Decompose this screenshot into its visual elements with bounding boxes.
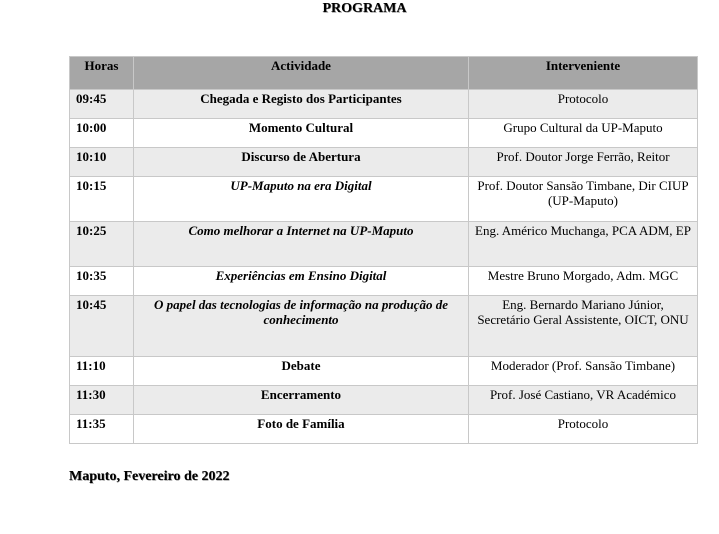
document-title: PROGRAMA bbox=[322, 1, 407, 16]
row-speaker: Protocolo bbox=[469, 90, 698, 119]
row-time: 10:15 bbox=[70, 177, 134, 222]
row-time: 10:00 bbox=[70, 119, 134, 148]
row-speaker: Grupo Cultural da UP-Maputo bbox=[469, 119, 698, 148]
row-speaker: Eng. Bernardo Mariano Júnior, Secretário Geral Assistente, OICT, ONU bbox=[469, 296, 698, 357]
row-activity: Chegada e Registo dos Participantes bbox=[134, 90, 469, 119]
table-row bbox=[70, 357, 698, 386]
row-activity: O papel das tecnologias de informação na produção de conhecimento bbox=[134, 296, 469, 357]
row-activity: Como melhorar a Internet na UP-Maputo bbox=[134, 222, 469, 267]
row-activity: Momento Cultural bbox=[134, 119, 469, 148]
row-time: 10:25 bbox=[70, 222, 134, 267]
document-footer: Maputo, Fevereiro de 2022 bbox=[69, 469, 230, 484]
row-time: 11:10 bbox=[70, 357, 134, 386]
row-activity: Discurso de Abertura bbox=[134, 148, 469, 177]
table-row bbox=[70, 90, 698, 119]
row-speaker: Prof. Doutor Sansão Timbane, Dir CIUP (UP-Maputo) bbox=[469, 177, 698, 222]
row-time: 10:45 bbox=[70, 296, 134, 357]
row-activity: Experiências em Ensino Digital bbox=[134, 267, 469, 296]
table-header-row bbox=[70, 57, 698, 90]
row-time: 09:45 bbox=[70, 90, 134, 119]
table-row bbox=[70, 296, 698, 357]
row-speaker: Mestre Bruno Morgado, Adm. MGC bbox=[469, 267, 698, 296]
header-time: Horas bbox=[70, 57, 134, 90]
table-row bbox=[70, 267, 698, 296]
row-time: 10:35 bbox=[70, 267, 134, 296]
program-table bbox=[69, 56, 698, 444]
header-activity: Actividade bbox=[134, 57, 469, 90]
table-row bbox=[70, 177, 698, 222]
table-row bbox=[70, 119, 698, 148]
row-activity: Encerramento bbox=[134, 386, 469, 415]
row-speaker: Eng. Américo Muchanga, PCA ADM, EP bbox=[469, 222, 698, 267]
row-time: 11:35 bbox=[70, 415, 134, 444]
table-row bbox=[70, 415, 698, 444]
table-row bbox=[70, 386, 698, 415]
row-activity: UP-Maputo na era Digital bbox=[134, 177, 469, 222]
row-speaker: Protocolo bbox=[469, 415, 698, 444]
row-speaker: Prof. José Castiano, VR Académico bbox=[469, 386, 698, 415]
table-row bbox=[70, 148, 698, 177]
table-row bbox=[70, 222, 698, 267]
row-speaker: Prof. Doutor Jorge Ferrão, Reitor bbox=[469, 148, 698, 177]
header-speaker: Interveniente bbox=[469, 57, 698, 90]
row-time: 10:10 bbox=[70, 148, 134, 177]
row-activity: Debate bbox=[134, 357, 469, 386]
row-activity: Foto de Família bbox=[134, 415, 469, 444]
row-time: 11:30 bbox=[70, 386, 134, 415]
row-speaker: Moderador (Prof. Sansão Timbane) bbox=[469, 357, 698, 386]
